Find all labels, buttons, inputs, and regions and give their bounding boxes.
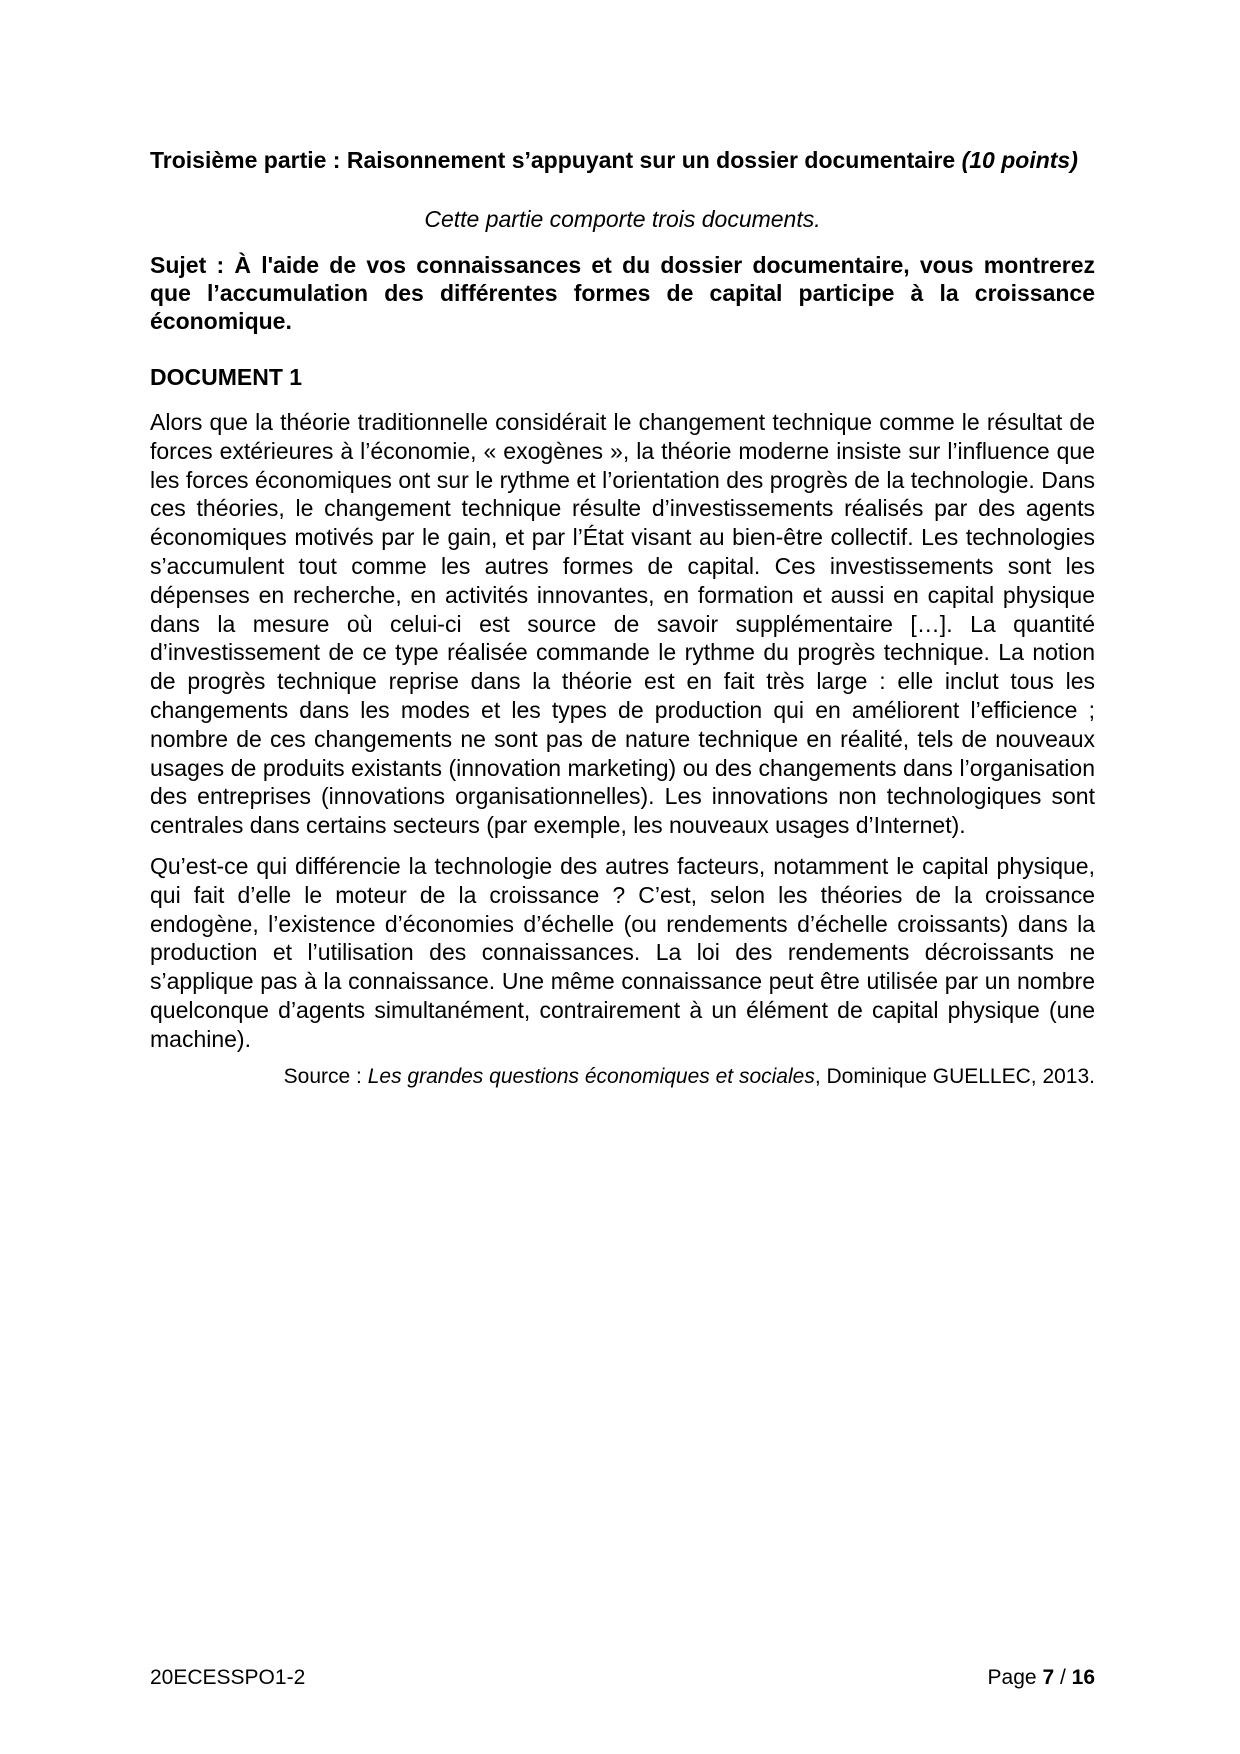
document-1-source	[150, 1063, 1095, 1091]
subject-text: Sujet : À l'aide de vos connaissances et du dossier documentaire, vous montrerez que l’accumulation des différentes formes de capital participe à la croissance économique.	[150, 252, 1095, 334]
part-title-text: Troisième partie : Raisonnement s’appuyant sur un dossier documentaire	[150, 147, 956, 173]
source-work-title: Les grandes questions économiques et sociales	[367, 1064, 815, 1088]
page-number	[988, 1665, 1095, 1691]
source-prefix: Source :	[283, 1064, 368, 1088]
exam-code: 20ECESSPO1-2	[150, 1666, 306, 1689]
document-1-paragraph-1: Alors que la théorie traditionnelle considérait le changement technique comme le résultat de forces extérieures à l’économie, « exogènes », la théorie moderne insiste sur l’influence que les forces économiques ont sur le rythme et l’orientation des progrès de la technologie. Dans ces théories, le changement technique résulte d’investissements réalisés par des agents économiques motivés par le gain, et par l’État visant au bien-être collectif. Les technologies s’accumulent tout comme les autres formes de capital. Ces investissements sont les dépenses en recherche, en activités innovantes, en formation et aussi en capital physique dans la mesure où celui-ci est source de savoir supplémentaire […]. La quantité d’investissement de ce type réalisée commande le rythme du progrès technique. La notion de progrès technique reprise dans la théorie est en fait très large : elle inclut tous les changements dans les modes et les types de production qui en améliorent l’efficience ; nombre de ces changements ne sont pas de nature technique en réalité, tels de nouveaux usages de produits existants (innovation marketing) ou des changements dans l’organisation des entreprises (innovations organisationnelles). Les innovations non technologiques sont centrales dans certains secteurs (par exemple, les nouveaux usages d’Internet).	[150, 409, 1095, 839]
page-total: 16	[1071, 1666, 1095, 1689]
source-author-year: , Dominique GUELLEC, 2013.	[814, 1064, 1095, 1088]
page-current: 7	[1042, 1666, 1055, 1689]
part-points: (10 points)	[961, 147, 1078, 173]
document-1-title: DOCUMENT 1	[150, 364, 303, 390]
page-separator: /	[1054, 1666, 1072, 1689]
document-1-paragraph-2: Qu’est-ce qui différencie la technologie des autres facteurs, notamment le capital physique, qui fait d’elle le moteur de la croissance ? C’est, selon les théories de la croissance endogène, l’existence d’économies d’échelle (ou rendements d’échelle croissants) dans la production et l’utilisation des connaissances. La loi des rendements décroissants ne s’applique pas à la connaissance. Une même connaissance peut être utilisée par un nombre quelconque d’agents simultanément, contrairement à un élément de capital physique (une machine).	[150, 852, 1095, 1052]
page-label: Page	[987, 1666, 1043, 1689]
exam-page	[150, 146, 1095, 1091]
intro-text: Cette partie comporte trois documents.	[424, 206, 821, 232]
part-title	[150, 146, 1095, 174]
